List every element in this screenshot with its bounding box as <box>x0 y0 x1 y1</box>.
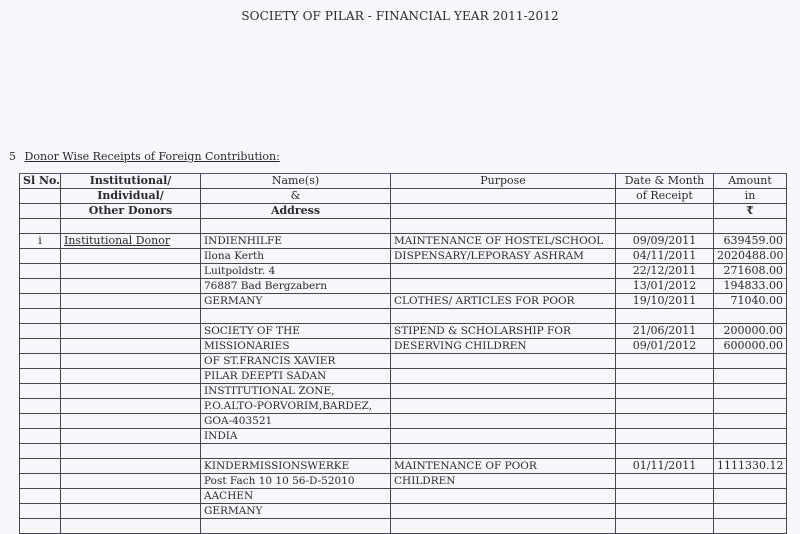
header-name-2: & <box>201 189 391 204</box>
amount-cell <box>714 369 787 384</box>
section-number: 5 <box>9 150 16 163</box>
name-address-cell: GERMANY <box>201 504 391 519</box>
donor-type-cell <box>61 309 201 324</box>
date-cell: 01/11/2011 <box>616 459 714 474</box>
purpose-cell <box>391 489 616 504</box>
sl-no-cell <box>20 219 61 234</box>
name-address-cell <box>201 519 391 534</box>
name-address-cell: Post Fach 10 10 56-D-52010 <box>201 474 391 489</box>
section-heading <box>9 150 280 163</box>
amount-cell <box>714 384 787 399</box>
table-row <box>20 249 787 264</box>
header-purpose: Purpose <box>391 174 616 189</box>
purpose-cell <box>391 519 616 534</box>
amount-cell <box>714 399 787 414</box>
donor-type-cell <box>61 384 201 399</box>
name-address-cell: Luitpoldstr. 4 <box>201 264 391 279</box>
purpose-cell <box>391 414 616 429</box>
sl-no-cell <box>20 414 61 429</box>
donor-type-cell <box>61 414 201 429</box>
header-row <box>20 189 787 204</box>
purpose-cell <box>391 354 616 369</box>
table-row <box>20 339 787 354</box>
name-address-cell: OF ST.FRANCIS XAVIER <box>201 354 391 369</box>
donor-type-cell <box>61 294 201 309</box>
purpose-cell <box>391 504 616 519</box>
sl-no-cell <box>20 429 61 444</box>
sl-no-cell <box>20 504 61 519</box>
amount-cell <box>714 474 787 489</box>
purpose-cell <box>391 429 616 444</box>
donor-type-cell <box>61 219 201 234</box>
table-row <box>20 369 787 384</box>
date-cell: 09/01/2012 <box>616 339 714 354</box>
date-cell <box>616 309 714 324</box>
date-cell <box>616 504 714 519</box>
donor-type-cell <box>61 519 201 534</box>
sl-no-cell <box>20 264 61 279</box>
date-cell: 13/01/2012 <box>616 279 714 294</box>
date-cell: 04/11/2011 <box>616 249 714 264</box>
table-row <box>20 429 787 444</box>
sl-no-cell <box>20 339 61 354</box>
header-empty <box>616 204 714 219</box>
sl-no-cell <box>20 249 61 264</box>
table-row <box>20 279 787 294</box>
purpose-cell: DESERVING CHILDREN <box>391 339 616 354</box>
table-row <box>20 444 787 459</box>
name-address-cell <box>201 309 391 324</box>
amount-cell <box>714 309 787 324</box>
date-cell <box>616 519 714 534</box>
name-address-cell: AACHEN <box>201 489 391 504</box>
sl-no-cell <box>20 519 61 534</box>
name-address-cell: Ilona Kerth <box>201 249 391 264</box>
table-row <box>20 459 787 474</box>
name-address-cell: MISSIONARIES <box>201 339 391 354</box>
donor-type-cell <box>61 279 201 294</box>
date-cell <box>616 354 714 369</box>
header-amount-3: ₹ <box>714 204 787 219</box>
header-donor-type-3: Other Donors <box>61 204 201 219</box>
date-cell: 21/06/2011 <box>616 324 714 339</box>
sl-no-cell <box>20 384 61 399</box>
amount-cell: 71040.00 <box>714 294 787 309</box>
donor-type-cell <box>61 399 201 414</box>
name-address-cell: PILAR DEEPTI SADAN <box>201 369 391 384</box>
table-row <box>20 504 787 519</box>
sl-no-cell <box>20 354 61 369</box>
sl-no-cell <box>20 399 61 414</box>
table-header <box>20 174 787 219</box>
table-row <box>20 384 787 399</box>
table-row <box>20 354 787 369</box>
donor-type-cell <box>61 444 201 459</box>
amount-cell: 194833.00 <box>714 279 787 294</box>
sl-no-cell <box>20 294 61 309</box>
header-row <box>20 204 787 219</box>
purpose-cell: STIPEND & SCHOLARSHIP FOR <box>391 324 616 339</box>
table-row <box>20 234 787 249</box>
header-empty <box>20 204 61 219</box>
amount-cell <box>714 504 787 519</box>
name-address-cell: GERMANY <box>201 294 391 309</box>
sl-no-cell <box>20 444 61 459</box>
purpose-cell <box>391 399 616 414</box>
donor-type-cell <box>61 489 201 504</box>
header-empty <box>20 189 61 204</box>
table-row <box>20 309 787 324</box>
name-address-cell: KINDERMISSIONSWERKE <box>201 459 391 474</box>
name-address-cell: SOCIETY OF THE <box>201 324 391 339</box>
purpose-cell: CHILDREN <box>391 474 616 489</box>
header-date-1: Date & Month <box>616 174 714 189</box>
purpose-cell: CLOTHES/ ARTICLES FOR POOR <box>391 294 616 309</box>
donor-type-cell <box>61 324 201 339</box>
name-address-cell: GOA-403521 <box>201 414 391 429</box>
name-address-cell <box>201 219 391 234</box>
purpose-cell <box>391 444 616 459</box>
date-cell <box>616 399 714 414</box>
sl-no-cell: i <box>20 234 61 249</box>
amount-cell: 271608.00 <box>714 264 787 279</box>
section-label: Donor Wise Receipts of Foreign Contribution: <box>24 150 280 163</box>
date-cell: 19/10/2011 <box>616 294 714 309</box>
header-empty <box>391 204 616 219</box>
table-row <box>20 414 787 429</box>
sl-no-cell <box>20 474 61 489</box>
date-cell: 22/12/2011 <box>616 264 714 279</box>
table-body <box>20 219 787 534</box>
purpose-cell <box>391 369 616 384</box>
date-cell <box>616 414 714 429</box>
name-address-cell: P.O.ALTO-PORVORIM,BARDEZ, <box>201 399 391 414</box>
donor-type-cell <box>61 354 201 369</box>
header-sl-no: Sl No. <box>20 174 61 189</box>
table-row <box>20 519 787 534</box>
amount-cell <box>714 444 787 459</box>
purpose-cell <box>391 279 616 294</box>
table-row <box>20 324 787 339</box>
donor-type-label: Institutional Donor <box>64 234 171 247</box>
date-cell <box>616 369 714 384</box>
donor-type-cell <box>61 264 201 279</box>
date-cell <box>616 489 714 504</box>
date-cell <box>616 474 714 489</box>
document-title: SOCIETY OF PILAR - FINANCIAL YEAR 2011-2012 <box>241 9 559 23</box>
amount-cell <box>714 354 787 369</box>
date-cell <box>616 384 714 399</box>
amount-cell <box>714 219 787 234</box>
donor-type-cell <box>61 459 201 474</box>
table-row <box>20 264 787 279</box>
donor-type-cell <box>61 234 201 249</box>
header-donor-type-1: Institutional/ <box>61 174 201 189</box>
donor-type-cell <box>61 339 201 354</box>
table-row <box>20 399 787 414</box>
donor-type-cell <box>61 504 201 519</box>
purpose-cell: DISPENSARY/LEPORASY ASHRAM <box>391 249 616 264</box>
donor-receipts-table <box>19 173 787 534</box>
header-empty <box>391 189 616 204</box>
amount-cell <box>714 414 787 429</box>
date-cell <box>616 444 714 459</box>
sl-no-cell <box>20 489 61 504</box>
header-name-1: Name(s) <box>201 174 391 189</box>
name-address-cell: 76887 Bad Bergzabern <box>201 279 391 294</box>
amount-cell: 200000.00 <box>714 324 787 339</box>
sl-no-cell <box>20 324 61 339</box>
purpose-cell <box>391 219 616 234</box>
table-row <box>20 474 787 489</box>
header-donor-type-2: Individual/ <box>61 189 201 204</box>
name-address-cell: INSTITUTIONAL ZONE, <box>201 384 391 399</box>
amount-cell: 1111330.12 <box>714 459 787 474</box>
donor-type-cell <box>61 429 201 444</box>
sl-no-cell <box>20 279 61 294</box>
name-address-cell: INDIENHILFE <box>201 234 391 249</box>
amount-cell <box>714 429 787 444</box>
header-date-2: of Receipt <box>616 189 714 204</box>
date-cell <box>616 429 714 444</box>
purpose-cell: MAINTENANCE OF POOR <box>391 459 616 474</box>
purpose-cell <box>391 264 616 279</box>
donor-type-cell <box>61 249 201 264</box>
date-cell <box>616 219 714 234</box>
donor-type-cell <box>61 474 201 489</box>
amount-cell: 2020488.00 <box>714 249 787 264</box>
amount-cell <box>714 519 787 534</box>
sl-no-cell <box>20 309 61 324</box>
table-row <box>20 489 787 504</box>
amount-cell: 639459.00 <box>714 234 787 249</box>
table-row <box>20 219 787 234</box>
table-row <box>20 294 787 309</box>
sl-no-cell <box>20 369 61 384</box>
sl-no-cell <box>20 459 61 474</box>
header-amount-2: in <box>714 189 787 204</box>
amount-cell <box>714 489 787 504</box>
header-name-3: Address <box>201 204 391 219</box>
header-amount-1: Amount <box>714 174 787 189</box>
date-cell: 09/09/2011 <box>616 234 714 249</box>
header-row <box>20 174 787 189</box>
purpose-cell <box>391 384 616 399</box>
purpose-cell: MAINTENANCE OF HOSTEL/SCHOOL <box>391 234 616 249</box>
name-address-cell <box>201 444 391 459</box>
name-address-cell: INDIA <box>201 429 391 444</box>
purpose-cell <box>391 309 616 324</box>
amount-cell: 600000.00 <box>714 339 787 354</box>
donor-type-cell <box>61 369 201 384</box>
